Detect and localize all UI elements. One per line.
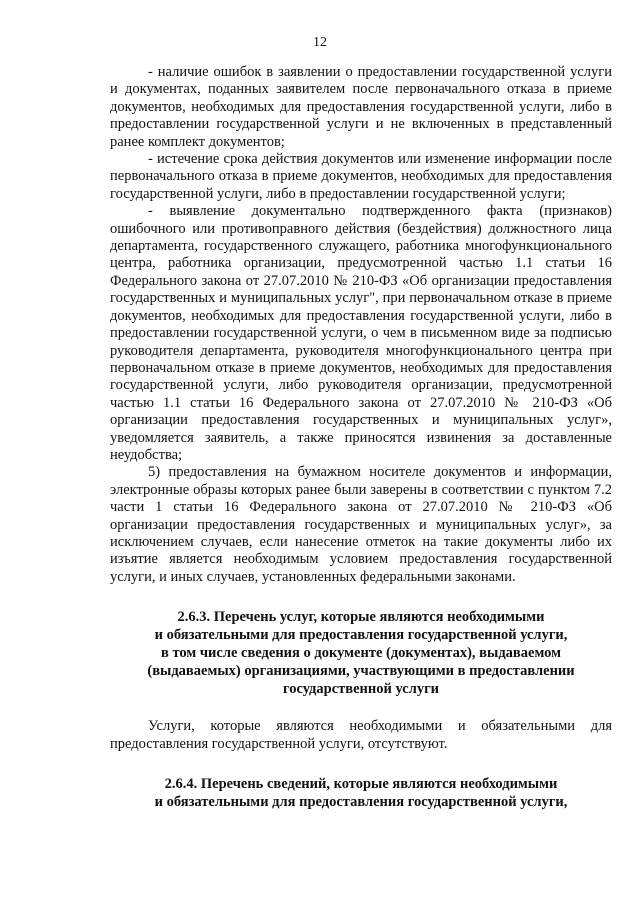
paragraph-expiry: - истечение срока действия документов или изменение информации после первоначального отказа в приеме документов, необходимых для предоставления государственной услуги, либо в предоставлении государственной услуги;: [110, 151, 612, 202]
document-body: [110, 64, 612, 811]
page-number: 12: [313, 35, 327, 50]
heading-line: (выдаваемых) организациями, участвующими в предоставлении: [147, 663, 575, 680]
section-heading-2-6-3: [110, 608, 612, 698]
heading-line: 2.6.4. Перечень сведений, которые являются необходимыми: [164, 776, 558, 792]
paragraph-paper-documents: 5) предоставления на бумажном носителе документов и информации, электронные образы которых ранее были заверены в соответствии с пунктом 7.2 части 1 статьи 16 Федерального закона от 27.07.2010 № 210-ФЗ «Об организации предоставления государственных и муниципальных услуг», за исключением случаев, если нанесение отметок на такие документы либо их изъятие является необходимым условием предоставления государственной услуги, и иных случаев, установленных федеральными законами.: [110, 464, 612, 585]
heading-line: государственной услуги: [282, 681, 440, 698]
heading-line: и обязательными для предоставления государственной услуги,: [154, 794, 568, 810]
heading-line: и обязательными для предоставления государственной услуги,: [154, 627, 568, 644]
paragraph-no-services: Услуги, которые являются необходимыми и обязательными для предоставления государственной услуги, отсутствуют.: [110, 718, 612, 752]
heading-line: в том числе сведения о документе (документах), выдаваемом: [161, 645, 561, 662]
heading-line: 2.6.3. Перечень услуг, которые являются необходимыми: [177, 609, 545, 626]
paragraph-errors: - наличие ошибок в заявлении о предоставлении государственной услуги и документах, поданных заявителем после первоначального отказа в приеме документов, необходимых для предоставления государственной услуги, либо в предоставлении государственной услуги и не включенных в представленный ранее комплект документов;: [110, 64, 612, 150]
section-heading-2-6-4: [110, 775, 612, 811]
paragraph-violation: - выявление документально подтвержденного факта (признаков) ошибочного или противоправного действия (бездействия) должностного лица департамента, государственного служащего, работника многофункционального центра, работника организации, предусмотренной частью 1.1 статьи 16 Федерального закона от 27.07.2010 № 210-ФЗ «Об организации предоставления государственных и муниципальных услуг", при первоначальном отказе в приеме документов, необходимых для предоставления государственной услуги, либо в предоставлении государственной услуги, о чем в письменном виде за подписью руководителя департамента, руководителя многофункционального центра при первоначальном отказе в приеме документов, необходимых для предоставления государственной услуги, либо руководителя организации, предусмотренной частью 1.1 статьи 16 Федерального закона от 27.07.2010 № 210-ФЗ «Об организации предоставления государственных и муниципальных услуг», уведомляется заявитель, а также приносятся извинения за доставленные неудобства;: [110, 203, 612, 463]
